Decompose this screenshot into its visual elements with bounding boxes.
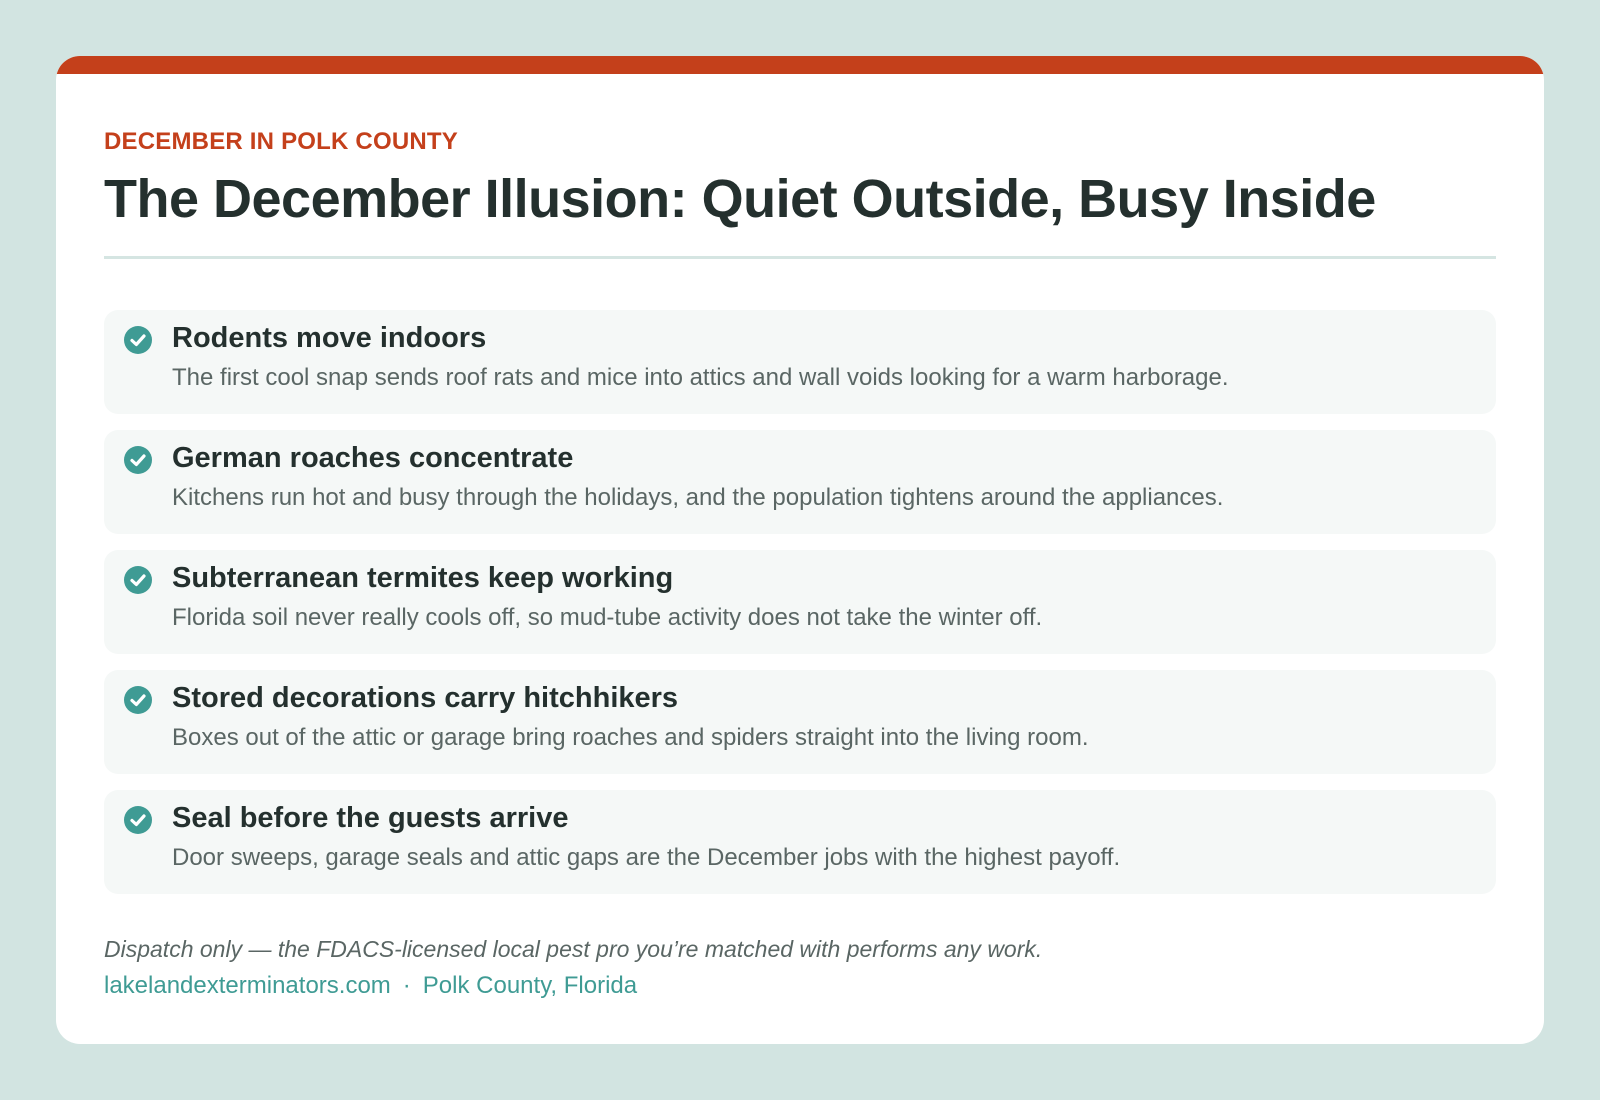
- check-circle-icon: [124, 446, 152, 474]
- location-text: Polk County, Florida: [422, 972, 638, 999]
- check-circle-icon: [124, 326, 152, 354]
- item-description: Florida soil never really cools off, so mud-tube activity does not take the winter off.: [172, 604, 1043, 631]
- item-description: Kitchens run hot and busy through the holidays, and the population tightens around the appliances.: [172, 484, 1224, 511]
- item-title: Stored decorations carry hitchhikers: [172, 682, 679, 714]
- list-item: [104, 310, 1496, 414]
- footer-separator: ·: [402, 972, 411, 999]
- item-title: Rodents move indoors: [172, 322, 487, 354]
- info-card: [56, 56, 1544, 1044]
- list-item: [104, 670, 1496, 774]
- list-item: [104, 790, 1496, 894]
- eyebrow-label: DECEMBER IN POLK COUNTY: [104, 128, 458, 155]
- item-description: Boxes out of the attic or garage bring roaches and spiders straight into the living room.: [172, 724, 1089, 751]
- item-description: The first cool snap sends roof rats and mice into attics and wall voids looking for a warm harborage.: [172, 364, 1229, 391]
- divider: [104, 256, 1496, 259]
- footer: [104, 972, 637, 1000]
- item-title: Seal before the guests arrive: [172, 802, 569, 834]
- website-link[interactable]: lakelandexterminators.com: [104, 972, 391, 999]
- check-circle-icon: [124, 806, 152, 834]
- accent-bar: [56, 56, 1544, 74]
- check-circle-icon: [124, 686, 152, 714]
- list-item: [104, 430, 1496, 534]
- item-description: Door sweeps, garage seals and attic gaps are the December jobs with the highest payoff.: [172, 844, 1121, 871]
- item-title: Subterranean termites keep working: [172, 562, 674, 594]
- check-circle-icon: [124, 566, 152, 594]
- checklist: [104, 310, 1496, 910]
- item-title: German roaches concentrate: [172, 442, 574, 474]
- disclaimer-text: Dispatch only — the FDACS-licensed local pest pro you’re matched with performs any work.: [104, 936, 1043, 962]
- page-title: The December Illusion: Quiet Outside, Busy Inside: [104, 169, 1376, 229]
- list-item: [104, 550, 1496, 654]
